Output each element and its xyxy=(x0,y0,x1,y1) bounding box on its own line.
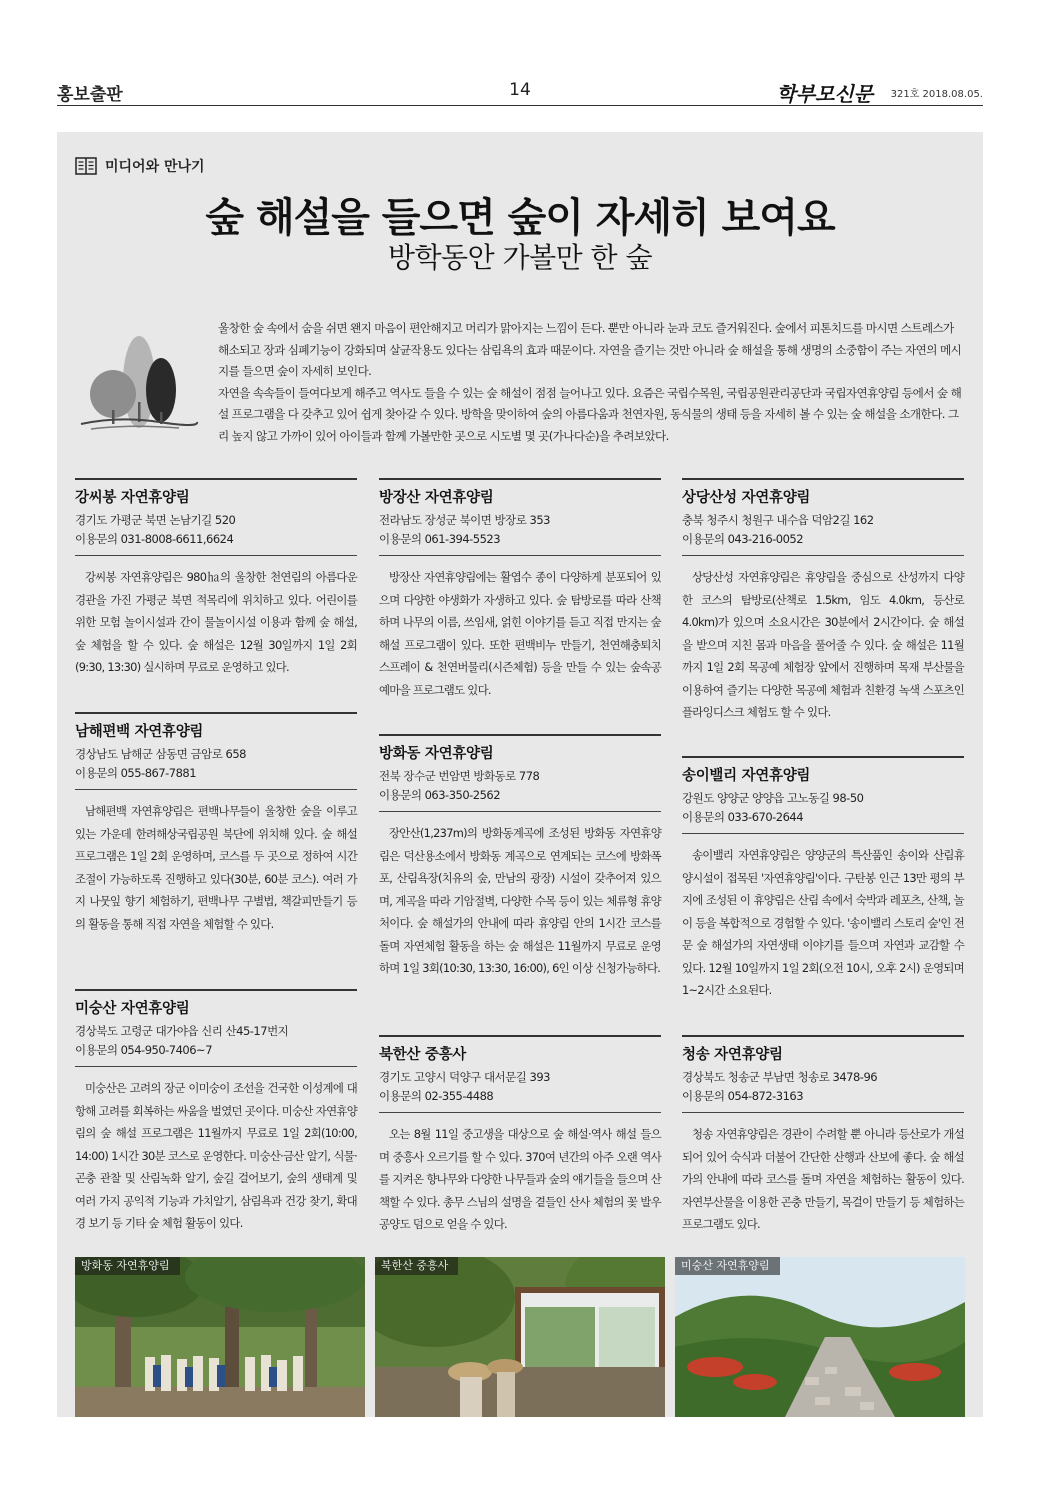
forest-description: 송이밸리 자연휴양림은 양양군의 특산품인 송이와 산림휴양시설이 접목된 '자연휴양림'이다. 구탄봉 인근 13만 평의 부지에 조성된 이 휴양림은 산림 속에서 숙박과 레포츠, 산책, 놀이 등을 복합적으로 경험할 수 있다. '송이밸리 스토리 숲'인 전문 숲 해설가의 자연생태 이야기를 들으며 자연과 교감할 수 있다. 12월 10일까지 1일 2회(오전 10시, 오후 2시) 운영되며 1~2시간 소요된다. xyxy=(682,848,964,997)
forest-phone: 이용문의 055-867-7881 xyxy=(75,766,197,780)
forest-name: 북한산 중흥사 xyxy=(379,1047,466,1063)
forest-description: 오는 8월 11일 중고생을 대상으로 숲 해설·역사 해설 들으며 중흥사 오르기를 할 수 있다. 370여 년간의 아주 오랜 역사를 지켜온 향나무와 다양한 나무들과 숲의 얘기들을 들으며 산책할 수 있다. 총무 스님의 설명을 곁들인 산사 체험의 꽃 발우공양도 덤으로 얻을 수 있다. xyxy=(379,1127,661,1231)
forest-name: 송이밸리 자연휴양림 xyxy=(682,768,811,784)
forest-description: 방장산 자연휴양림에는 활엽수 종이 다양하게 분포되어 있으며 다양한 야생화가 자생하고 있다. 숲 탐방로를 따라 산책하며 나무의 이름, 쓰임새, 얽힌 이야기를 듣고 직접 만지는 숲 해설 프로그램이 있다. 또한 편백비누 만들기, 천연해충퇴치 스프레이 & 천연버물리(시즌체험) 등을 만들 수 있는 숲속공예마을 프로그램도 있다. xyxy=(379,570,661,697)
section-label: 홍보출판 xyxy=(57,85,123,105)
sub-headline: 방학동안 가볼만 한 숲 xyxy=(387,241,653,274)
forest-phone: 이용문의 063-350-2562 xyxy=(379,788,501,802)
book-icon xyxy=(75,157,97,175)
forest-card-sangdangsanseong xyxy=(682,478,964,724)
category-label: 미디어와 만나기 xyxy=(105,159,205,175)
forest-address: 경상북도 청송군 부남면 청송로 3478-96 xyxy=(682,1070,878,1084)
photo-bukhansan xyxy=(375,1257,665,1417)
photo-image xyxy=(375,1257,665,1417)
forest-address: 전북 장수군 번암면 방화동로 778 xyxy=(379,769,540,783)
forest-trees-icon xyxy=(79,332,199,432)
intro-paragraph-1: 울창한 숲 속에서 숨을 쉬면 왠지 마음이 편안해지고 머리가 맑아지는 느낌이 든다. 뿐만 아니라 눈과 코도 즐거워진다. 숲에서 피톤치드를 마시면 스트레스가 해소되고 장과 심폐기능이 강화되며 살균작용도 있다는 삼림욕의 효과 때문이다. 자연을 즐기는 것만 아니라 숲 해설을 통해 생명의 소중함이 주는 자연의 메시지를 들으면 숲이 자세히 보인다. xyxy=(218,321,962,378)
forest-card-misungsan xyxy=(75,989,357,1235)
intro-text xyxy=(218,318,964,447)
article-panel xyxy=(57,132,983,1417)
photo-banghwadong xyxy=(75,1257,365,1417)
forest-description: 상당산성 자연휴양림은 휴양림을 중심으로 산성까지 다양한 코스의 탐방로(산책로 1.5km, 임도 4.0km, 등산로 4.0km)가 있으며 소요시간은 30분에서 2시간이다. 숲 해설을 받으며 지친 몸과 마음을 풀어줄 수 있다. 숲 해설은 11월까지 1일 2회 목공예 체험장 앞에서 진행하며 목재 부산물을 이용하여 즐기는 다양한 목공예 체험과 친환경 녹색 스포츠인 플라잉디스크 체험도 할 수 있다. xyxy=(682,570,964,719)
forest-address: 전라남도 장성군 북이면 방장로 353 xyxy=(379,513,550,527)
forest-phone: 이용문의 054-872-3163 xyxy=(682,1089,804,1103)
forest-phone: 이용문의 043-216-0052 xyxy=(682,532,804,546)
forest-phone: 이용문의 02-355-4488 xyxy=(379,1089,494,1103)
forest-description: 청송 자연휴양림은 경관이 수려할 뿐 아니라 등산로가 개설되어 있어 숙식과 더불어 간단한 산행과 산보에 좋다. 숲 해설가의 안내에 따라 코스를 돌며 자연을 체험하는 활동이 있다. 자연부산물을 이용한 곤충 만들기, 목걸이 만들기 등 체험하는 프로그램도 있다. xyxy=(682,1127,964,1231)
forest-phone: 이용문의 031-8008-6611,6624 xyxy=(75,532,234,546)
forest-name: 방화동 자연휴양림 xyxy=(379,746,494,762)
newspaper-logo: 학부모신문 xyxy=(776,82,873,106)
forest-description: 강씨봉 자연휴양림은 980㏊의 울창한 천연림의 아름다운 경관을 가진 가평군 북면 적목리에 위치하고 있다. 어린이를 위한 모험 놀이시설과 간이 물놀이시설 이용과 함께 숲 해설, 숲 체험을 할 수 있다. 숲 해설은 12월 30일까지 1일 2회(9:30, 13:30) 실시하며 무료로 운영하고 있다. xyxy=(75,570,357,674)
forest-name: 남해편백 자연휴양림 xyxy=(75,724,204,740)
forest-name: 방장산 자연휴양림 xyxy=(379,490,494,506)
forest-card-songivalley xyxy=(682,756,964,1002)
forest-name: 미숭산 자연휴양림 xyxy=(75,1001,190,1017)
forest-card-banghwadong xyxy=(379,734,661,980)
issue-date: 321호 2018.08.05. xyxy=(890,89,983,100)
forest-name: 청송 자연휴양림 xyxy=(682,1047,783,1063)
forest-address: 충북 청주시 청원구 내수읍 덕암2길 162 xyxy=(682,513,874,527)
page-header xyxy=(57,78,983,106)
forest-phone: 이용문의 033-670-2644 xyxy=(682,810,804,824)
photo-image xyxy=(75,1257,365,1417)
forest-card-gangssibong xyxy=(75,478,357,679)
forest-address: 경기도 고양시 덕양구 대서문길 393 xyxy=(379,1070,550,1084)
headline: 숲 해설을 들으면 숲이 자세히 보여요 xyxy=(205,195,835,241)
photo-caption: 방화동 자연휴양림 xyxy=(75,1257,180,1275)
forest-card-namhae xyxy=(75,712,357,935)
forest-address: 강원도 양양군 양양읍 고노동길 98-50 xyxy=(682,791,864,805)
intro-paragraph-2: 자연을 속속들이 들여다보게 해주고 역사도 들을 수 있는 숲 해설이 점점 늘어나고 있다. 요즘은 국립수목원, 국립공원관리공단과 국립자연휴양림 등에서 숲 해설 프로그램을 다 갖추고 있어 쉽게 찾아갈 수 있다. 방학을 맞이하여 숲의 아름다움과 천연자원, 동식물의 생태 등을 자세히 볼 수 있는 숲 해설을 소개한다. 그리 높지 않고 가까이 있어 아이들과 함께 가볼만한 곳으로 시도별 몇 곳(가나다순)을 추려보았다. xyxy=(218,385,962,443)
forest-card-cheongsong xyxy=(682,1035,964,1236)
forest-phone: 이용문의 054-950-7406~7 xyxy=(75,1043,213,1057)
forest-address: 경상북도 고령군 대가야읍 신리 산45-17번지 xyxy=(75,1024,289,1038)
photo-misungsan xyxy=(675,1257,965,1417)
forest-card-bangjangsan xyxy=(379,478,661,701)
forest-description: 미숭산은 고려의 장군 이미숭이 조선을 건국한 이성계에 대항해 고려를 회복하는 싸움을 벌였던 곳이다. 미숭산 자연휴양림의 숲 해설 프로그램은 11월까지 무료로 1일 2회(10:00, 14:00) 1시간 30분 코스로 운영한다. 미숭산·금산 알기, 식물·곤충 관찰 및 산림녹화 알기, 숲길 걸어보기, 숲의 생태계 및 여러 가지 공익적 기능과 가치알기, 삼림욕과 건강 찾기, 확대경 보기 등 기타 숲 체험 활동이 있다. xyxy=(75,1081,357,1230)
forest-address: 경상남도 남해군 삼동면 금암로 658 xyxy=(75,747,246,761)
photo-caption: 북한산 중흥사 xyxy=(375,1257,458,1275)
photo-caption: 미숭산 자연휴양림 xyxy=(675,1257,780,1275)
photo-image xyxy=(675,1257,965,1417)
forest-name: 강씨봉 자연휴양림 xyxy=(75,490,190,506)
forest-description: 남해편백 자연휴양림은 편백나무들이 울창한 숲을 이루고 있는 가운데 한려해상국립공원 북단에 위치해 있다. 숲 해설 프로그램은 1일 2회 운영하며, 코스를 두 곳으로 정하여 시간 조절이 가능하도록 진행하고 있다(30분, 60분 코스). 여러 가지 나뭇잎 향기 체험하기, 편백나무 구별법, 책갈피만들기 등의 활동을 통해 직접 자연을 체험할 수 있다. xyxy=(75,804,357,931)
forest-name: 상당산성 자연휴양림 xyxy=(682,490,811,506)
forest-address: 경기도 가평군 북면 논남기길 520 xyxy=(75,513,236,527)
forest-phone: 이용문의 061-394-5523 xyxy=(379,532,501,546)
forest-description: 장안산(1,237m)의 방화동계곡에 조성된 방화동 자연휴양림은 덕산용소에서 방화동 계곡으로 연계되는 코스에 방화폭포, 산림욕장(치유의 숲, 만남의 광장) 시설이 갖추어져 있으며, 계곡을 따라 기암절벽, 다양한 수목 등이 있는 체류형 휴양처이다. 숲 해설가의 안내에 따라 휴양림 안의 1시간 코스를 돌며 자연체험 활동을 하는 숲 해설은 11월까지 무료로 운영하며 1일 3회(10:30, 13:30, 16:00), 6인 이상 신청가능하다. xyxy=(379,826,661,975)
page-number: 14 xyxy=(509,80,531,100)
category-tag xyxy=(75,156,205,176)
forest-card-bukhansan xyxy=(379,1035,661,1236)
